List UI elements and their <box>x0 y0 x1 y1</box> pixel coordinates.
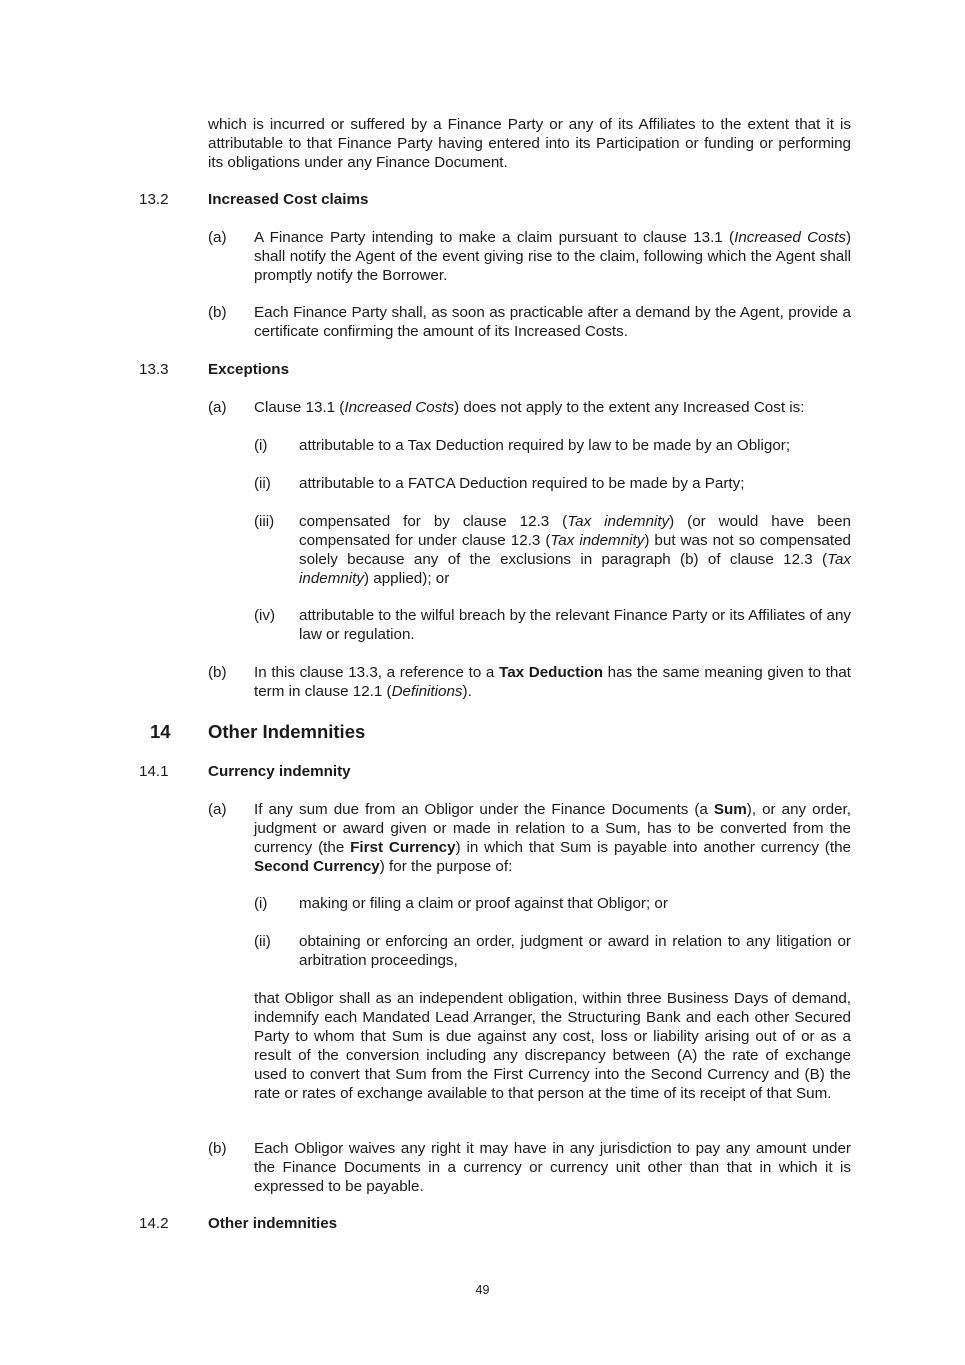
para-14-1-a-i: making or filing a claim or proof against that Obligor; or <box>299 895 668 912</box>
para-label-14-1-a-ii: (ii) <box>254 933 271 950</box>
intro-paragraph: which is incurred or suffered by a Finance Party or any of its Affiliates to the extent that it is attributable to that Finance Party having entered into its Participation or funding or performing its obligations under any Finance Document. <box>208 116 851 171</box>
para-14-1-a-ii: obtaining or enforcing an order, judgment or award in relation to any litigation or arbitration proceedings, <box>299 933 851 969</box>
para-label-13-3-a: (a) <box>208 399 227 416</box>
para-13-3-a-ii: attributable to a FATCA Deduction required to be made by a Party; <box>299 475 745 492</box>
section-title-14-1: Currency indemnity <box>208 763 351 780</box>
clause-number-14: 14 <box>150 721 171 742</box>
section-number-14-2: 14.2 <box>139 1215 169 1232</box>
page-number: 49 <box>475 1283 490 1297</box>
para-13-2-b: Each Finance Party shall, as soon as practicable after a demand by the Agent, provide a certificate confirming the amount of its Increased Costs. <box>254 304 851 340</box>
section-number-13-3: 13.3 <box>139 361 169 378</box>
section-title-13-2: Increased Cost claims <box>208 191 369 208</box>
para-14-1-b: Each Obligor waives any right it may have in any jurisdiction to pay any amount under the Finance Documents in a currency or currency unit other than that in which it is expressed to be payable. <box>254 1140 851 1195</box>
para-label-13-3-a-i: (i) <box>254 437 268 454</box>
para-label-13-3-a-iv: (iv) <box>254 607 276 624</box>
section-number-13-2: 13.2 <box>139 191 169 208</box>
clause-title-14: Other Indemnities <box>208 721 366 742</box>
para-13-3-a-i: attributable to a Tax Deduction required by law to be made by an Obligor; <box>299 437 791 454</box>
para-13-3-a-iv: attributable to the wilful breach by the relevant Finance Party or its Affiliates of any law or regulation. <box>299 607 851 643</box>
para-label-13-2-b: (b) <box>208 304 227 321</box>
para-13-2-a: A Finance Party intending to make a claim pursuant to clause 13.1 (Increased Costs) shall notify the Agent of the event giving rise to the claim, following which the Agent shall promptly notify the Borrower. <box>254 229 851 284</box>
para-label-13-3-a-ii: (ii) <box>254 475 271 492</box>
para-14-1-a-tail: that Obligor shall as an independent obligation, within three Business Days of demand, indemnify each Mandated Lead Arranger, the Structuring Bank and each other Secured Party to whom that Sum is due against any cost, loss or liability arising out of or as a result of the conversion including any discrepancy between (A) the rate of exchange used to convert that Sum from the First Currency into the Second Currency and (B) the rate or rates of exchange available to that person at the time of its receipt of that Sum. <box>254 990 851 1102</box>
para-label-13-3-b: (b) <box>208 664 227 681</box>
para-label-14-1-a: (a) <box>208 801 227 818</box>
section-number-14-1: 14.1 <box>139 763 169 780</box>
para-label-13-3-a-iii: (iii) <box>254 513 275 530</box>
section-title-13-3: Exceptions <box>208 361 290 378</box>
para-13-3-a-iii: compensated for by clause 12.3 (Tax indemnity) (or would have been compensated for under clause 12.3 (Tax indemnity) but was not so compensated solely because any of the exclusions in paragraph (b) of clause 12.3 (Tax indemnity) applied); or <box>299 513 851 587</box>
para-13-3-b: In this clause 13.3, a reference to a Tax Deduction has the same meaning given to that term in clause 12.1 (Definitions). <box>254 664 851 700</box>
para-label-14-1-a-i: (i) <box>254 895 268 912</box>
para-label-14-1-b: (b) <box>208 1140 227 1157</box>
para-13-3-a: Clause 13.1 (Increased Costs) does not apply to the extent any Increased Cost is: <box>254 399 805 416</box>
section-title-14-2: Other indemnities <box>208 1215 338 1232</box>
para-label-13-2-a: (a) <box>208 229 227 246</box>
para-14-1-a: If any sum due from an Obligor under the Finance Documents (a Sum), or any order, judgment or award given or made in relation to a Sum, has to be converted from the currency (the First Currency) in which that Sum is payable into another currency (the Second Currency) for the purpose of: <box>254 801 851 875</box>
